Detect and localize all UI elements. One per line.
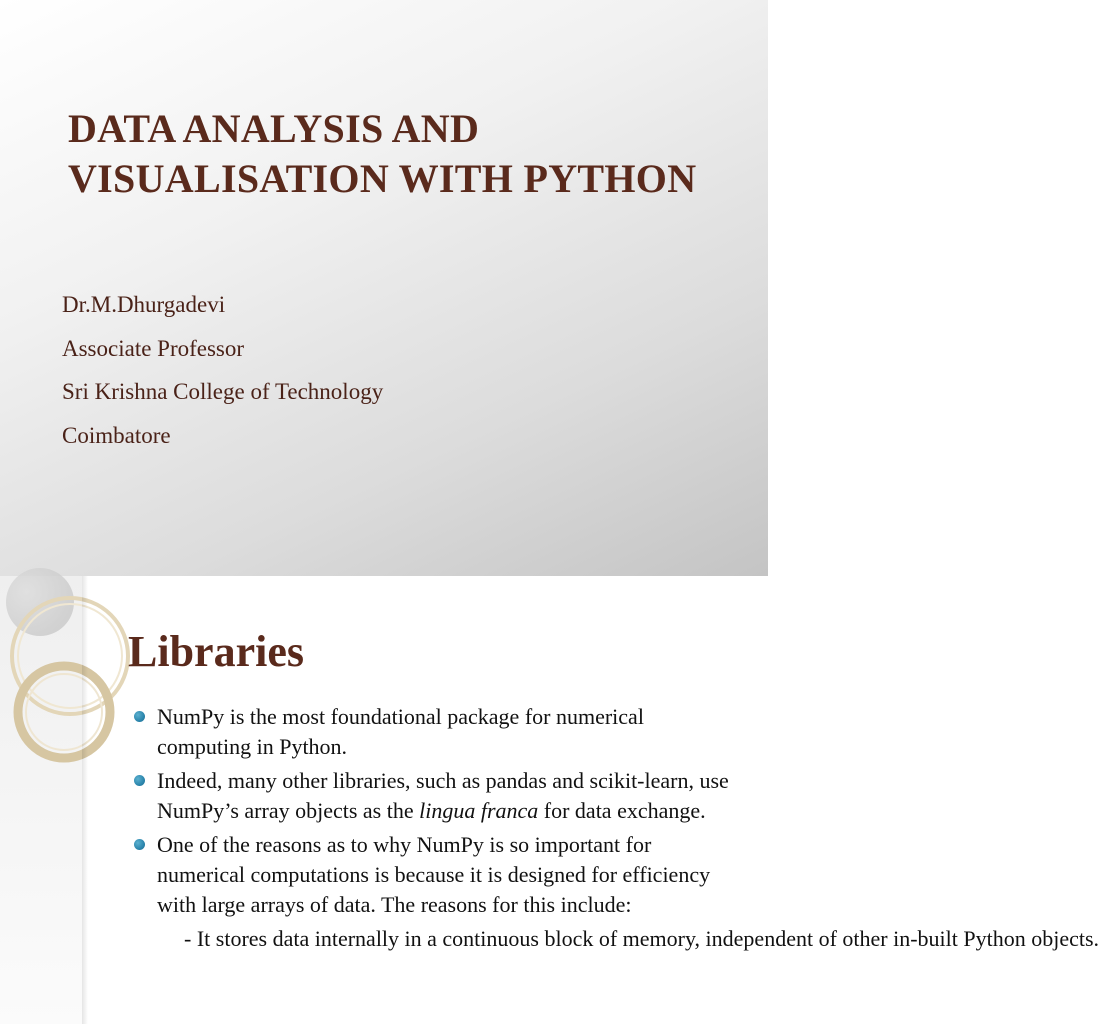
bullet-dot-icon xyxy=(134,711,145,722)
bullet-text: One of the reasons as to why NumPy is so important for numerical computations is because it is designed for efficiency with large arrays of data. The reasons for this include: xyxy=(157,832,711,917)
libraries-slide xyxy=(0,576,1099,1024)
author-name: Dr.M.Dhurgadevi xyxy=(62,292,226,317)
decorative-rings-icon xyxy=(0,576,82,1024)
bullet-text-part: for data exchange. xyxy=(538,798,706,823)
author-block xyxy=(62,288,383,462)
bullet-dot-icon xyxy=(134,839,145,850)
slide-title xyxy=(68,104,748,204)
bullet-text-part: Indeed, many other libraries, such as pandas and scikit-learn, use NumPy’s array objects as the xyxy=(157,768,729,823)
slide-heading: Libraries xyxy=(128,627,304,676)
author-city: Coimbatore xyxy=(62,422,171,448)
author-institution: Sri Krishna College of Technology xyxy=(62,379,384,404)
slide-title-line-2: VISUALISATION WITH PYTHON xyxy=(68,156,697,201)
sidebar-shadow xyxy=(82,576,88,1024)
sub-bullet-item: - It stores data internally in a continuous block of memory, independent of other in-built Python objects. xyxy=(184,926,1099,951)
bullet-item xyxy=(134,830,734,920)
emphasis-text: lingua franca xyxy=(419,798,539,823)
title-slide xyxy=(0,0,768,576)
author-position: Associate Professor xyxy=(62,335,245,361)
bullet-item xyxy=(134,766,734,826)
bullet-text: NumPy is the most foundational package for numerical computing in Python. xyxy=(157,704,644,759)
bullet-text xyxy=(157,766,734,826)
slide-title-line-1: DATA ANALYSIS AND xyxy=(68,106,480,151)
bullet-item xyxy=(134,702,734,762)
bullet-list xyxy=(134,702,1099,954)
decorative-sidebar xyxy=(0,576,82,1024)
bullet-dot-icon xyxy=(134,775,145,786)
